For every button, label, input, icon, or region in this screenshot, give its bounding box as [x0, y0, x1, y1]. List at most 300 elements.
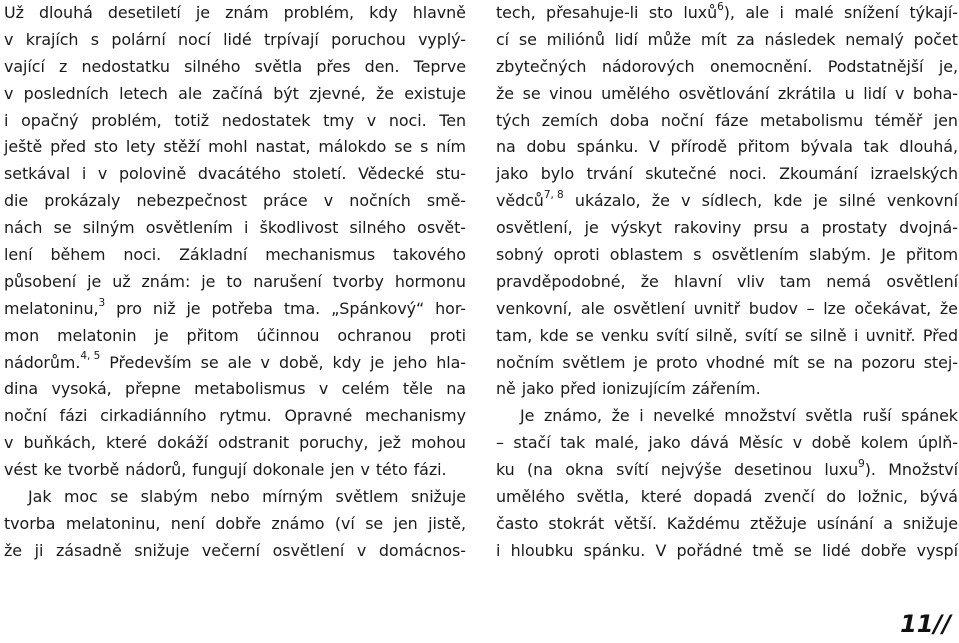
word: (na	[527, 460, 553, 480]
word: době	[811, 433, 852, 453]
word: luxu$^9$).	[824, 457, 876, 480]
word: jako	[521, 379, 555, 399]
word: tmy	[323, 110, 355, 130]
word: stej-	[923, 352, 958, 372]
word: sto	[648, 3, 673, 22]
word: přes	[316, 56, 351, 76]
word: takového	[393, 245, 466, 265]
word: a	[799, 218, 810, 238]
word: osvětlení	[272, 540, 345, 560]
word: ale	[227, 352, 252, 372]
word: uvnitř	[693, 298, 741, 318]
text-line	[496, 27, 958, 54]
word: bývá	[919, 487, 958, 507]
text-line	[4, 242, 466, 269]
word: dobu	[526, 137, 567, 157]
text-line	[4, 161, 466, 188]
word: moc	[63, 487, 98, 507]
word: tam	[779, 271, 812, 291]
left-text-column	[4, 0, 466, 565]
word: do	[826, 487, 846, 507]
word: metabolismus	[194, 379, 306, 399]
word: účinnou	[256, 325, 320, 345]
word: snižuje	[410, 487, 466, 507]
word: tých	[496, 110, 531, 130]
word: stěží	[163, 137, 201, 157]
word: vést	[4, 460, 38, 480]
text-line	[496, 215, 958, 242]
word: zkrátila	[777, 83, 837, 103]
word: je	[813, 191, 828, 211]
word: je	[370, 352, 385, 372]
word: i	[244, 218, 249, 238]
word: mechanismy	[364, 406, 466, 426]
word: Zkoumání	[779, 164, 858, 184]
word: kdy	[332, 352, 362, 372]
word: venku	[601, 325, 649, 345]
text-line	[4, 269, 466, 296]
word: vyplý-	[418, 29, 466, 49]
right-text-column	[496, 0, 958, 565]
text-line	[4, 430, 466, 457]
word: škodlivost	[259, 218, 339, 238]
word: Především	[109, 352, 192, 372]
word: vědců$^{7, 8}$	[496, 188, 564, 211]
word: silného	[349, 218, 406, 238]
word: se	[365, 513, 384, 533]
text-line	[496, 403, 958, 430]
word: se	[200, 352, 219, 372]
word: ionizujícím	[602, 379, 686, 399]
word: lidé	[822, 540, 851, 560]
word: letech	[119, 83, 168, 103]
word: přitom	[737, 137, 790, 157]
word: svítí	[744, 325, 778, 345]
word: osvětlení	[886, 271, 958, 291]
word: zemích	[541, 110, 599, 130]
word: ním	[436, 137, 466, 157]
word: hloubku	[510, 540, 574, 560]
word: zásadně	[55, 540, 122, 560]
word: fungují	[192, 460, 247, 480]
word: často	[496, 513, 539, 533]
text-line	[496, 0, 958, 27]
word: se	[807, 352, 826, 372]
text-line	[4, 27, 466, 54]
word: Základní	[179, 245, 248, 265]
word: dává	[690, 433, 729, 453]
word: proti	[429, 325, 466, 345]
word: dopadá	[693, 487, 753, 507]
word: následek	[764, 29, 836, 49]
word: rytmu.	[219, 406, 272, 426]
word: že	[611, 406, 630, 426]
word: stokrát	[548, 513, 605, 533]
word: trpívají	[263, 29, 319, 49]
word: sobný	[496, 245, 544, 265]
word: dobře	[860, 540, 907, 560]
word: této	[375, 460, 408, 480]
word: nádorů,	[125, 460, 187, 480]
word: den.	[364, 56, 400, 76]
word: niž	[152, 298, 176, 318]
word: světla	[254, 56, 303, 76]
word: jen	[393, 513, 418, 533]
word: sídlech,	[701, 191, 763, 211]
word: počet	[913, 29, 958, 49]
word: už	[112, 271, 131, 291]
word: doba	[609, 110, 650, 130]
word: během	[50, 245, 106, 265]
word: tvorby	[332, 271, 384, 291]
word: ke	[43, 460, 62, 480]
word: pro	[116, 298, 142, 318]
word: v	[4, 83, 14, 103]
word: existuje	[404, 83, 466, 103]
word: hlavní	[674, 271, 722, 291]
word: polární	[111, 29, 166, 49]
word: a	[883, 513, 893, 533]
word: lidí	[863, 83, 887, 103]
word: osvětlením	[145, 218, 233, 238]
word: snížení	[843, 3, 900, 22]
word: ji	[34, 540, 44, 560]
word: zvenčí	[764, 487, 815, 507]
word: slabým	[140, 487, 198, 507]
text-line	[4, 54, 466, 81]
text-line	[496, 81, 958, 108]
word: malé,	[594, 433, 639, 453]
word: dokáží	[157, 433, 208, 453]
word: malé	[794, 3, 834, 22]
word: vliv	[737, 271, 765, 291]
word: silné	[838, 191, 876, 211]
word: vhodné	[705, 352, 765, 372]
word: potřeba	[211, 298, 273, 318]
word: známo,	[543, 406, 603, 426]
word: mít	[700, 29, 727, 49]
word: noci.	[123, 245, 162, 265]
word: ale	[178, 83, 202, 103]
text-line	[496, 430, 958, 457]
word: mon	[4, 325, 40, 345]
text-line	[496, 511, 958, 538]
word: poruchy,	[299, 433, 369, 453]
text-line	[496, 134, 958, 161]
word: týkají-	[909, 3, 958, 22]
word: totiž	[174, 110, 210, 130]
text-line	[4, 350, 466, 377]
word: ochranou	[337, 325, 412, 345]
word: v	[260, 352, 270, 372]
word: fázi.	[413, 460, 447, 480]
word: melatoninu,	[65, 513, 161, 533]
word: je	[186, 298, 201, 318]
text-line	[496, 161, 958, 188]
text-line	[496, 457, 958, 484]
word: u	[844, 83, 855, 103]
word: kdy	[369, 3, 398, 22]
word: hlavně	[412, 3, 466, 22]
word: se	[53, 218, 72, 238]
word: V	[655, 540, 667, 560]
word: proto	[655, 352, 698, 372]
word: v	[792, 433, 803, 453]
word: osvět-	[417, 218, 466, 238]
word: je	[584, 218, 599, 238]
reference-superscript: 9	[858, 457, 865, 470]
text-line	[4, 457, 466, 484]
text-line	[4, 296, 466, 323]
text-line	[496, 350, 958, 377]
word: Je	[520, 406, 535, 426]
word: těle	[402, 379, 433, 399]
word: problém,	[91, 110, 162, 130]
word: cí	[496, 29, 510, 49]
text-line	[496, 323, 958, 350]
word: v	[318, 379, 329, 399]
text-line	[4, 0, 466, 27]
word: i	[496, 540, 501, 560]
word: noční	[4, 406, 47, 426]
word: prostaty	[821, 218, 888, 238]
word: že	[496, 83, 515, 103]
word: Jak	[28, 487, 52, 507]
word: Je	[881, 245, 896, 265]
word: hormonu	[394, 271, 466, 291]
word: dina	[4, 379, 39, 399]
word: jistě,	[428, 513, 466, 533]
word: umělého	[601, 83, 671, 103]
word: se	[518, 29, 537, 49]
word: na	[496, 137, 516, 157]
word: s	[420, 137, 429, 157]
word: desetinou	[734, 460, 812, 480]
word: světlem	[335, 487, 399, 507]
word: přitom	[905, 245, 958, 265]
text-line	[496, 538, 958, 565]
word: nocí	[178, 29, 211, 49]
word: výskyt	[610, 218, 662, 238]
word: i	[853, 325, 859, 345]
word: vyspí	[916, 540, 958, 560]
word: poruchou	[331, 29, 406, 49]
word: nastat,	[255, 137, 311, 157]
word: je	[195, 3, 210, 22]
word: přepne	[125, 379, 181, 399]
word: za	[736, 29, 755, 49]
word: uvnitř.	[865, 325, 916, 345]
reference-superscript: 3	[98, 296, 106, 309]
word: začíná	[212, 83, 263, 103]
word: znám	[225, 3, 269, 22]
word: silně,	[695, 325, 738, 345]
word: dlouhá	[38, 3, 93, 22]
word: ně	[496, 379, 516, 399]
word: nemá	[826, 271, 872, 291]
word: spánek	[901, 406, 958, 426]
word: hla-	[436, 352, 466, 372]
word: narušení	[253, 271, 322, 291]
word: na	[446, 379, 466, 399]
word: desetiletí	[107, 3, 181, 22]
word: větší.	[613, 513, 657, 533]
word: době,	[278, 352, 324, 372]
word: vající	[4, 56, 45, 76]
word: umělého	[496, 487, 565, 507]
word: vinou	[549, 83, 593, 103]
word: svítí	[616, 460, 649, 480]
word: to	[226, 271, 243, 291]
word: téměř	[874, 110, 923, 130]
word: metabolismu	[759, 110, 864, 130]
word: nedostatek	[221, 110, 311, 130]
word: nejvýše	[660, 460, 722, 480]
word: tvorba	[4, 513, 56, 533]
word: množství	[724, 406, 796, 426]
word: kde	[539, 325, 569, 345]
word: je	[154, 325, 169, 345]
text-line	[496, 484, 958, 511]
word: venkovní,	[496, 298, 573, 318]
text-line	[4, 81, 466, 108]
reference-superscript: 4, 5	[80, 350, 101, 363]
word: nách	[4, 218, 43, 238]
word: fáze	[715, 110, 749, 130]
word: ztěžuje	[750, 513, 807, 533]
word: ruší	[862, 406, 892, 426]
word: vysoká,	[51, 379, 112, 399]
text-line	[4, 511, 466, 538]
word: je	[633, 352, 648, 372]
word: Podstatnější	[827, 56, 924, 76]
word: tech,	[496, 3, 536, 22]
word: Měsíc	[738, 433, 784, 453]
word: přírodě	[670, 137, 727, 157]
word: fázi	[59, 406, 88, 426]
word: v	[4, 433, 14, 453]
word: noci.	[728, 164, 767, 184]
word: mohou	[411, 433, 466, 453]
word: spánku.	[583, 540, 646, 560]
text-line	[4, 188, 466, 215]
text-line	[4, 403, 466, 430]
word: (ví	[334, 513, 355, 533]
text-line	[4, 108, 466, 135]
word: stu-	[435, 164, 466, 184]
word: nemalý	[845, 29, 904, 49]
text-line	[4, 538, 466, 565]
word: z	[59, 56, 68, 76]
word: tma.	[283, 298, 321, 318]
word: kolem	[860, 433, 909, 453]
word: světla	[805, 406, 853, 426]
word: být	[273, 83, 299, 103]
word: nevelké	[653, 406, 715, 426]
word: okna	[565, 460, 604, 480]
word: onemocnění.	[709, 56, 813, 76]
text-line	[4, 323, 466, 350]
word: jež	[378, 433, 401, 453]
word: dvojná-	[899, 218, 958, 238]
word: osvětlování	[678, 83, 770, 103]
word: jen	[330, 460, 355, 480]
word: „Spánkový“	[331, 298, 425, 318]
word: i	[779, 3, 784, 22]
word: v	[366, 110, 377, 130]
word: pozoru	[861, 352, 916, 372]
word: polovině	[118, 164, 187, 184]
word: v	[681, 191, 691, 211]
word: nádorům.$^{4, 5}$	[4, 350, 101, 372]
word: stačí	[513, 433, 551, 453]
word: bylo	[540, 164, 575, 184]
word: noci.	[388, 110, 427, 130]
word: mohl	[208, 137, 248, 157]
word: melatoninu,$^3$	[4, 296, 106, 318]
word: izraelských	[870, 164, 958, 184]
word: že	[4, 540, 23, 560]
word: se	[394, 137, 413, 157]
text-line	[496, 188, 958, 215]
text-line	[496, 296, 958, 323]
word: slabým.	[808, 245, 872, 265]
text-line	[496, 376, 958, 403]
word: tak	[863, 137, 889, 157]
word: je	[87, 271, 102, 291]
word: jen	[933, 110, 958, 130]
word: nočním	[496, 352, 555, 372]
word: nebo	[210, 487, 250, 507]
word: lze	[823, 298, 846, 318]
word: Množství	[888, 460, 958, 480]
word: nedostatku	[81, 56, 170, 76]
word: problém,	[283, 3, 354, 22]
word: století.	[292, 164, 347, 184]
word: tak	[560, 433, 586, 453]
word: i	[639, 406, 644, 426]
word: melatonin	[57, 325, 137, 345]
word: přesahuje-li	[546, 3, 639, 22]
word: nádorových	[601, 56, 695, 76]
word: v	[356, 540, 367, 560]
word: ale	[745, 3, 770, 22]
text-line	[496, 54, 958, 81]
word: –	[806, 298, 815, 318]
word: dlouhá,	[899, 137, 958, 157]
word: –	[496, 433, 504, 453]
word: ku	[496, 460, 515, 480]
word: pořádné	[676, 540, 743, 560]
word: opačný	[21, 110, 79, 130]
word: v	[97, 164, 108, 184]
word: očekávat,	[854, 298, 932, 318]
word: tmě	[752, 540, 784, 560]
word: mírným	[262, 487, 323, 507]
word: silně	[809, 325, 847, 345]
word: Teprve	[413, 56, 466, 76]
word: není	[170, 513, 205, 533]
word: Vědecké	[358, 164, 425, 184]
word: osvětlení	[613, 298, 685, 318]
word: v	[360, 460, 370, 480]
word: tam,	[496, 325, 533, 345]
word: Ten	[439, 110, 466, 130]
word: ještě	[4, 137, 43, 157]
word: je	[201, 271, 216, 291]
word: nebezpečnost	[136, 191, 247, 211]
word: ložnic,	[857, 487, 908, 507]
